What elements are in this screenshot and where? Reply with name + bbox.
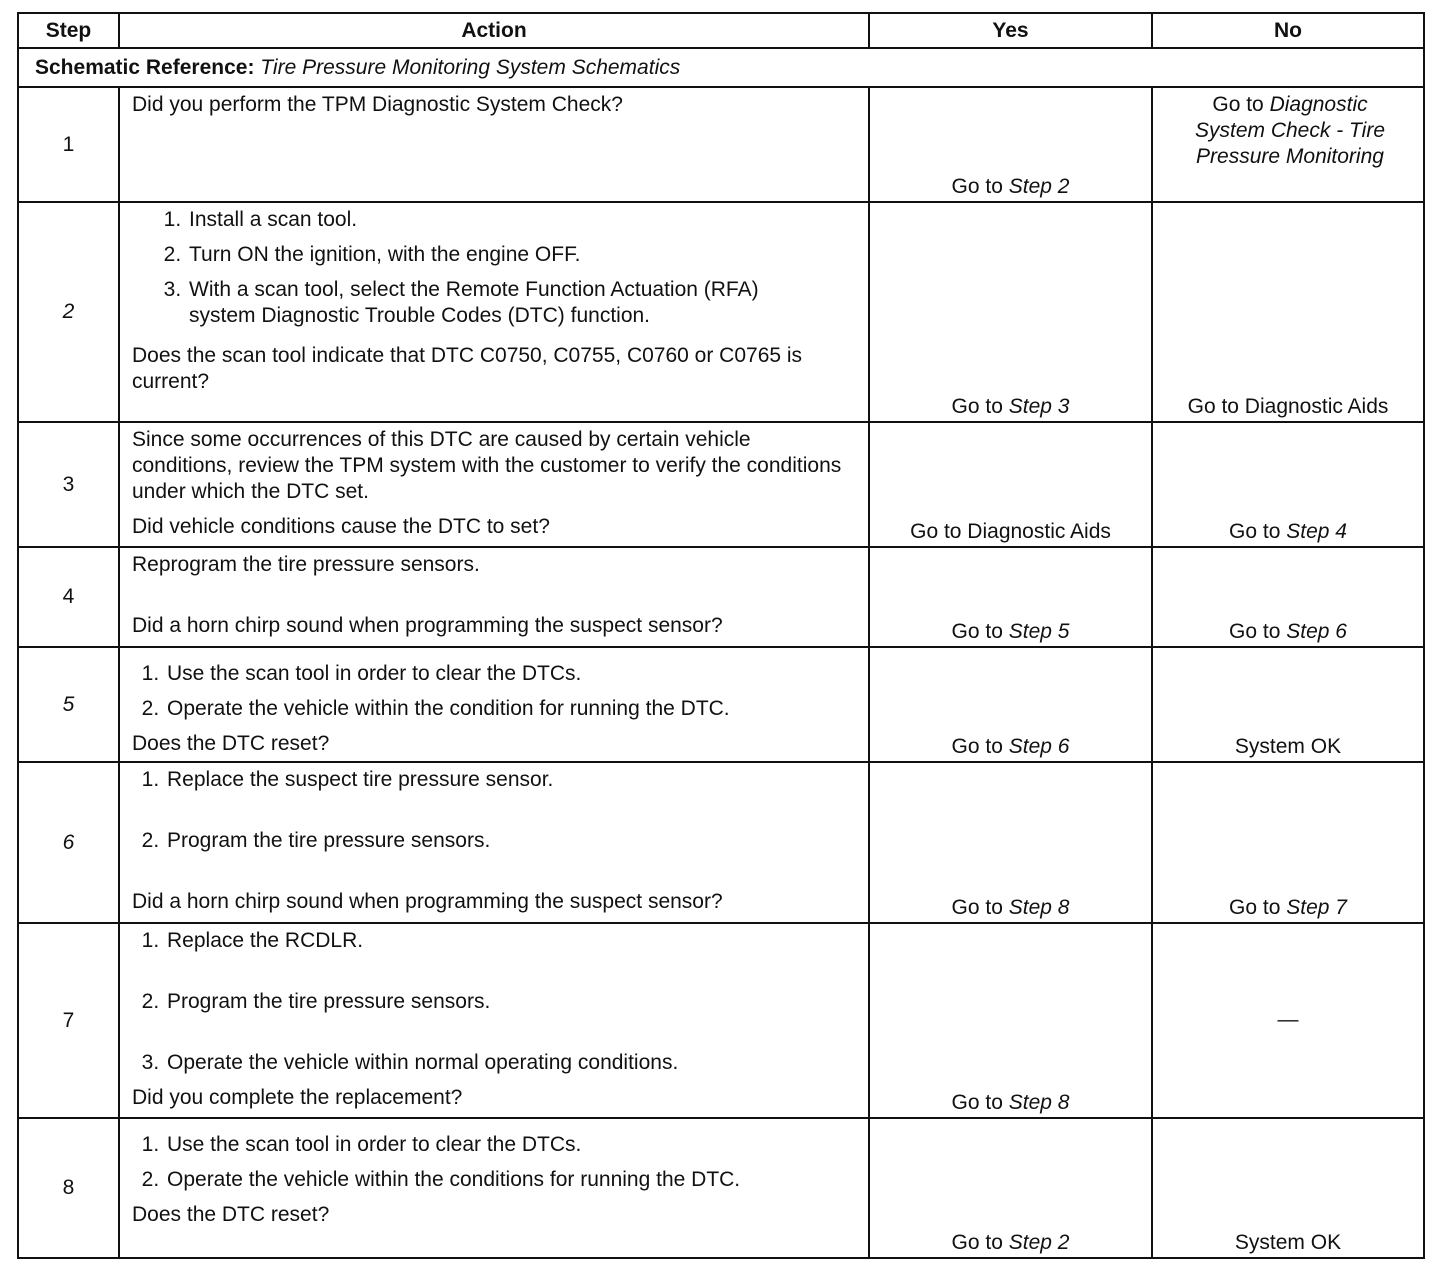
table-row [18, 923, 1424, 1118]
diagnostic-table [17, 12, 1425, 1259]
no-cell: System OK [1152, 1118, 1424, 1258]
no-cell: — [1152, 923, 1424, 1118]
step-number: 2 [18, 202, 119, 422]
list-item: 1. Use the scan tool in order to clear the DTCs. [165, 661, 858, 687]
yes-cell: Go to Step 2 [869, 1118, 1152, 1258]
step-number: 8 [18, 1118, 119, 1258]
yes-link[interactable]: Step 6 [1008, 735, 1070, 758]
reference-link[interactable]: Tire Pressure Monitoring System Schematics [260, 55, 681, 79]
action-cell [119, 647, 869, 762]
table-row [18, 547, 1424, 647]
action-question: Did vehicle conditions cause the DTC to set? [132, 515, 550, 538]
table-row [18, 647, 1424, 762]
action-question: Does the DTC reset? [132, 732, 330, 755]
no-cell: Go to Step 4 [1152, 422, 1424, 547]
action-question: Did you perform the TPM Diagnostic System Check? [132, 93, 623, 116]
no-link[interactable]: Step 4 [1286, 520, 1347, 543]
list-item: 2. Program the tire pressure sensors. [165, 828, 858, 854]
step-number: 5 [18, 647, 119, 762]
table-row [18, 762, 1424, 923]
no-link[interactable]: Diagnostic System Check - Tire Pressure Monitoring [1194, 93, 1385, 168]
action-text: Since some occurrences of this DTC are caused by certain vehicle conditions, review the TPM system with the customer to verify the conditions under which the DTC set. [132, 428, 842, 503]
yes-link[interactable]: Step 3 [1008, 395, 1070, 418]
yes-link[interactable]: Step 5 [1008, 620, 1070, 643]
list-item: 3. Operate the vehicle within normal operating conditions. [165, 1050, 858, 1076]
action-list [132, 767, 858, 854]
reference-label: Schematic Reference: [35, 55, 255, 79]
action-cell [119, 1118, 869, 1258]
action-question: Did a horn chirp sound when programming the suspect sensor? [132, 614, 723, 637]
step-number: 6 [18, 762, 119, 923]
action-list [132, 207, 858, 329]
list-item: 1. Replace the RCDLR. [165, 928, 858, 954]
yes-link[interactable]: Step 2 [1008, 175, 1070, 198]
no-cell: Go to Step 7 [1152, 762, 1424, 923]
action-question: Did you complete the replacement? [132, 1086, 463, 1109]
step-number: 3 [18, 422, 119, 547]
header-no: No [1152, 13, 1424, 48]
action-list [132, 928, 858, 1076]
action-text: Reprogram the tire pressure sensors. [132, 553, 480, 576]
header-yes: Yes [869, 13, 1152, 48]
no-cell[interactable]: Go to Diagnostic Aids [1152, 202, 1424, 422]
list-item: 1. Replace the suspect tire pressure sensor. [165, 767, 858, 793]
action-list [132, 1132, 858, 1193]
action-question: Does the scan tool indicate that DTC C0750, C0755, C0760 or C0765 is current? [132, 344, 803, 393]
action-cell [119, 422, 869, 547]
action-cell [119, 923, 869, 1118]
yes-cell: Go to Step 5 [869, 547, 1152, 647]
schematic-reference [18, 48, 1424, 87]
no-link[interactable]: Step 7 [1286, 896, 1347, 919]
yes-cell: Go to Step 8 [869, 923, 1152, 1118]
header-row [18, 13, 1424, 48]
yes-cell[interactable]: Go to Diagnostic Aids [869, 422, 1152, 547]
list-item: 3. With a scan tool, select the Remote Function Actuation (RFA) system Diagnostic Trouble Codes (DTC) function. [187, 277, 858, 329]
step-number: 1 [18, 87, 119, 202]
list-item: 2. Program the tire pressure sensors. [165, 989, 858, 1015]
action-list [132, 661, 858, 722]
no-cell: System OK [1152, 647, 1424, 762]
table-row [18, 1118, 1424, 1258]
step-number: 4 [18, 547, 119, 647]
list-item: 2. Operate the vehicle within the conditions for running the DTC. [165, 1167, 858, 1193]
table-row [18, 422, 1424, 547]
yes-cell: Go to Step 3 [869, 202, 1152, 422]
no-cell: Go to Step 6 [1152, 547, 1424, 647]
header-action: Action [119, 13, 869, 48]
no-cell: Go to Diagnostic System Check - Tire Pressure Monitoring [1152, 87, 1424, 202]
table-row [18, 202, 1424, 422]
yes-cell: Go to Step 2 [869, 87, 1152, 202]
action-cell [119, 87, 869, 202]
table-row [18, 87, 1424, 202]
action-cell [119, 762, 869, 923]
step-number: 7 [18, 923, 119, 1118]
list-item: 2. Operate the vehicle within the condition for running the DTC. [165, 696, 858, 722]
yes-cell: Go to Step 6 [869, 647, 1152, 762]
list-item: 2. Turn ON the ignition, with the engine OFF. [187, 242, 858, 268]
yes-link[interactable]: Step 8 [1008, 1091, 1070, 1114]
yes-cell: Go to Step 8 [869, 762, 1152, 923]
list-item: 1. Install a scan tool. [187, 207, 858, 233]
list-item: 1. Use the scan tool in order to clear the DTCs. [165, 1132, 858, 1158]
header-step: Step [18, 13, 119, 48]
no-link[interactable]: Step 6 [1286, 620, 1347, 643]
action-question: Does the DTC reset? [132, 1203, 330, 1226]
yes-link[interactable]: Step 2 [1008, 1231, 1070, 1254]
action-cell [119, 547, 869, 647]
yes-link[interactable]: Step 8 [1008, 896, 1070, 919]
reference-row [18, 48, 1424, 87]
action-cell [119, 202, 869, 422]
action-question: Did a horn chirp sound when programming the suspect sensor? [132, 890, 723, 913]
